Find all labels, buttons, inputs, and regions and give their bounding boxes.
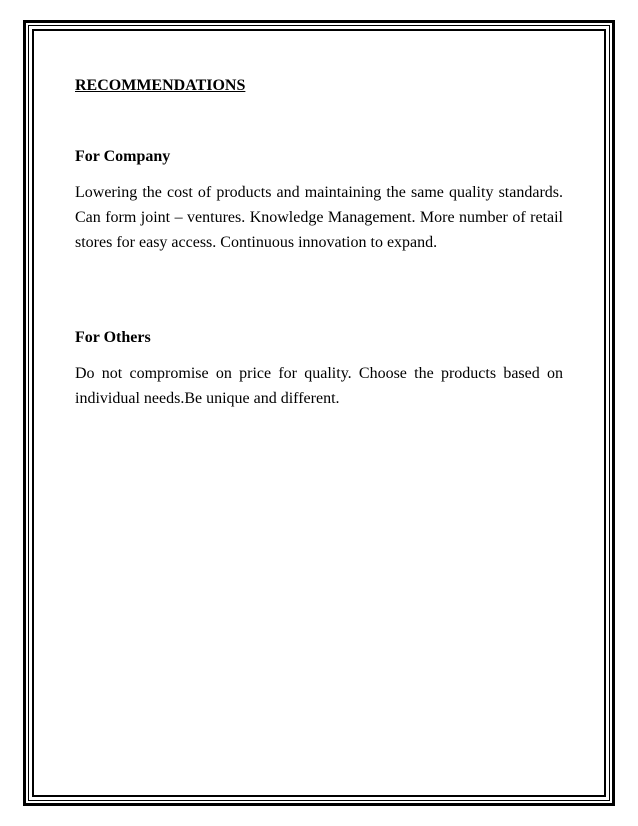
section-body-others: Do not compromise on price for quality. Choose the products based on individual needs.Be unique and different. xyxy=(75,365,563,407)
section-body-company: Lowering the cost of products and maintaining the same quality standards. Can form joint – ventures. Knowledge Management. More number of retail stores for easy access. Continuous innovation to expand. xyxy=(75,184,563,251)
page-heading: RECOMMENDATIONS xyxy=(75,77,246,94)
section-title-others: For Others xyxy=(75,329,151,346)
page-border-inner xyxy=(32,29,606,797)
section-title-company: For Company xyxy=(75,148,171,165)
